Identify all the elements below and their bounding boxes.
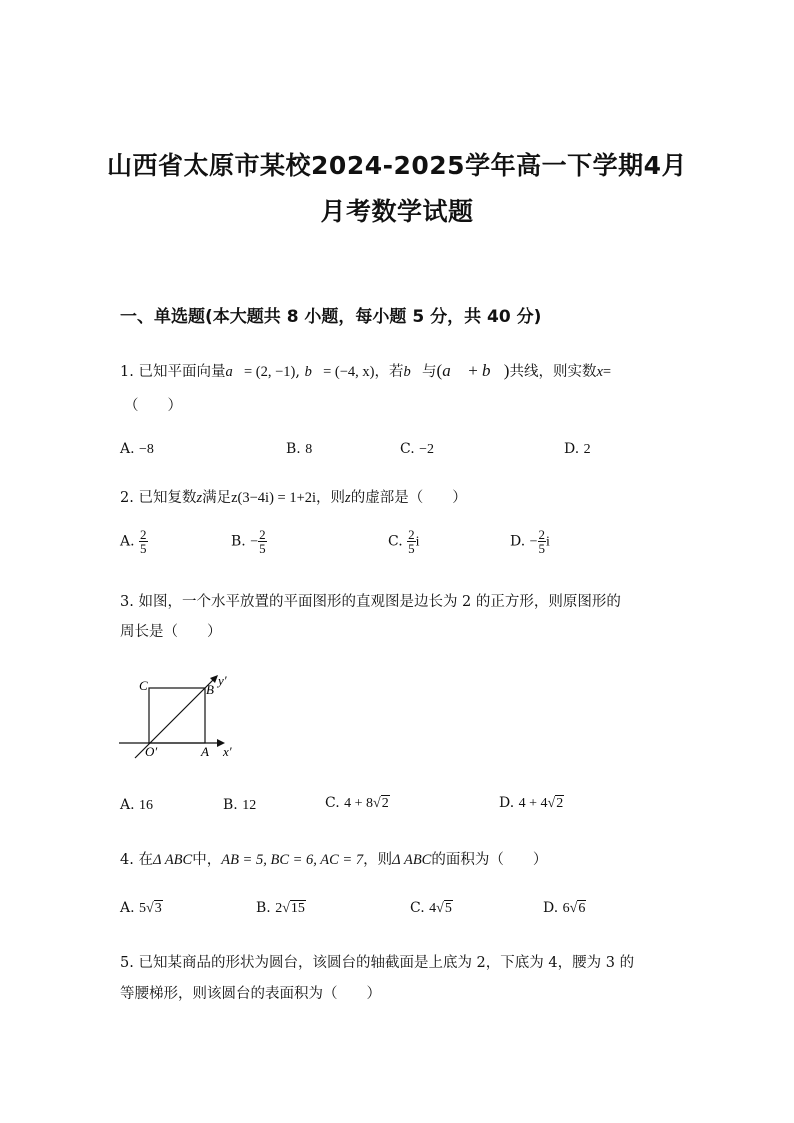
vector-b-ref: b⃗ <box>403 364 423 380</box>
q4-option-a: A. 5√3 <box>120 900 162 916</box>
q3-option-a: A. 16 <box>120 797 154 813</box>
q2-text-1: 已知复数 <box>138 490 197 506</box>
q1-text-3: 与 <box>422 364 437 380</box>
q1-option-d: D. 2 <box>564 441 591 457</box>
q1-text-1: 已知平面向量 <box>138 364 226 380</box>
q1-text-2: ，若 <box>374 364 404 380</box>
q1-a-expr: = (2, −1) <box>243 364 296 380</box>
q4-option-b: B. 2√15 <box>256 900 305 916</box>
label-b: B <box>206 682 214 697</box>
vector-sum: (a⃗ + b⃗) <box>436 361 510 380</box>
vector-b: b⃗ <box>304 364 324 380</box>
answer-paren: （ ） <box>124 398 182 414</box>
q1-b-expr: = (−4, x) <box>323 364 375 380</box>
var-x: x <box>596 364 603 380</box>
q3-option-c: C. 4 + 8√2 <box>325 795 389 811</box>
section-heading: 一、单选题(本大题共 8 小题，每小题 5 分，共 40 分) <box>120 307 542 327</box>
q2-text-4: 的虚部是（ ） <box>350 490 467 506</box>
q2-text-3: ，则 <box>316 490 346 506</box>
label-a: A <box>201 744 209 759</box>
q1-text-4: 共线，则实数 <box>509 364 597 380</box>
q3-option-b: B. 12 <box>223 797 257 813</box>
q3-option-d: D. 4 + 4√2 <box>499 795 564 811</box>
question-3-line2: 周长是（ ） <box>120 624 222 640</box>
question-1 <box>120 360 611 381</box>
question-number: 2. <box>120 490 134 506</box>
q2-option-d: D. − $\frac{2}{5}$ i <box>510 527 550 556</box>
page-title: 山西省太原市某校2024-2025学年高一下学期4月 <box>107 151 687 180</box>
q1-sep: , <box>295 364 300 380</box>
vector-a: a⃗ <box>225 364 244 380</box>
label-x: x′ <box>223 744 232 759</box>
label-y: y′ <box>218 673 227 688</box>
q1-text-5: = <box>602 364 612 380</box>
q2-equation: z(3−4i) = 1+2i <box>231 490 317 506</box>
question-number: 1. <box>120 364 134 380</box>
q1-option-c: C. −2 <box>400 441 435 457</box>
q2-option-a: A. $\frac{2}{5}$ <box>120 527 147 556</box>
q4-option-c: C. 4√5 <box>410 900 452 916</box>
label-o: O′ <box>145 744 158 759</box>
question-5-line2: 等腰梯形，则该圆台的表面积为（ ） <box>120 986 381 1002</box>
question-5: 5. 已知某商品的形状为圆台，该圆台的轴截面是上底为 2，下底为 4，腰为 3 的 <box>120 955 635 971</box>
var-z-ref: z <box>345 490 351 506</box>
var-z: z <box>196 490 203 506</box>
q2-option-b: B. − $\frac{2}{5}$ <box>231 527 266 556</box>
question-4: 4. 在Δ ABC中，AB = 5, BC = 6, AC = 7，则Δ ABC的面积为（ ） <box>120 852 548 868</box>
question-2 <box>120 486 467 507</box>
q4-option-d: D. 6√6 <box>543 900 586 916</box>
q3-figure <box>115 668 245 763</box>
page-title-line2: 月考数学试题 <box>320 197 474 226</box>
q1-option-a: A. −8 <box>120 441 154 457</box>
triangle-abc: Δ ABC <box>152 852 193 868</box>
q2-option-c: C. $\frac{2}{5}$ i <box>388 527 420 556</box>
triangle-abc-ref: Δ ABC <box>392 852 432 868</box>
q2-text-2: 满足 <box>202 490 232 506</box>
label-c: C <box>139 678 148 693</box>
q4-conditions: AB = 5, BC = 6, AC = 7 <box>221 852 364 868</box>
q1-option-b: B. 8 <box>286 441 313 457</box>
question-3: 3. 如图，一个水平放置的平面图形的直观图是边长为 2 的正方形，则原图形的 <box>120 594 621 610</box>
